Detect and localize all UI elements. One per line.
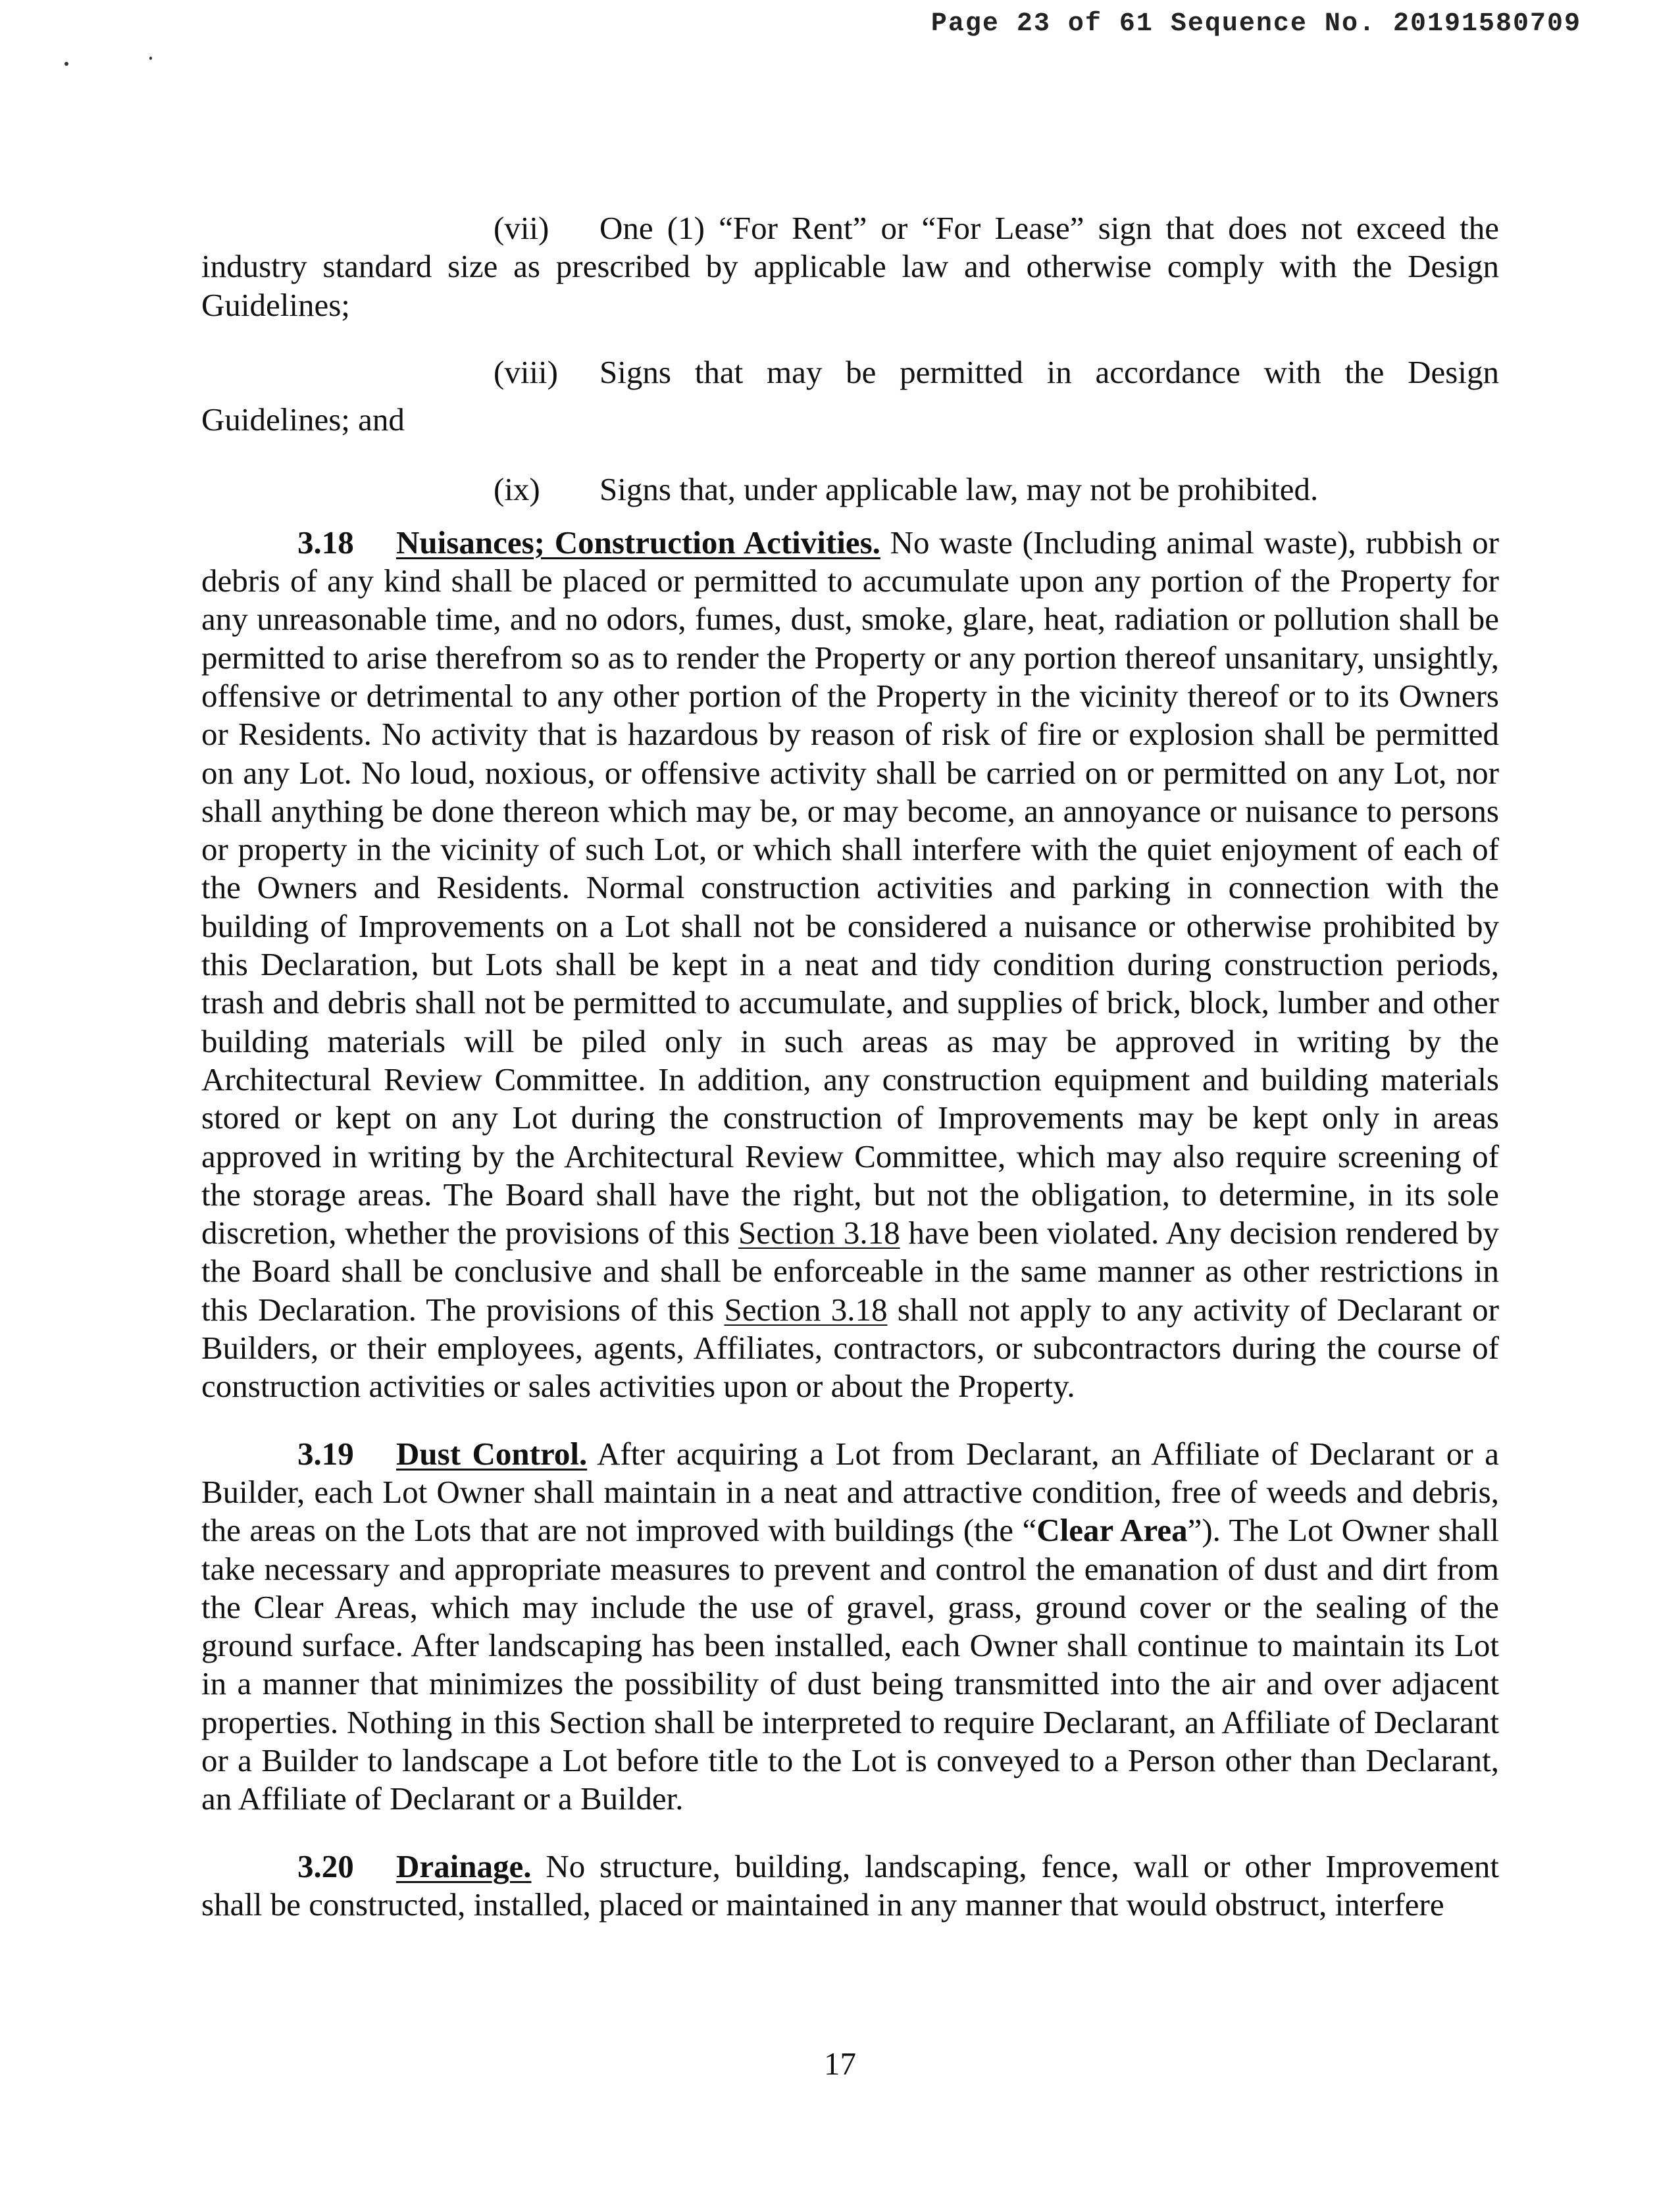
list-item-text: Signs that may be permitted in accordance with the Design xyxy=(599,353,1499,390)
list-item-ix xyxy=(201,470,1499,509)
section-3-18 xyxy=(201,524,1499,1406)
section-number: 3.20 xyxy=(297,1848,354,1884)
section-text: shall not apply to any activity of Declarant or Builders, or their employees, agents, Affiliates, contractors, or subcontractors during the course of construction activities or sales activities upon or about the Property. xyxy=(201,1291,1499,1405)
section-text: No waste (Including animal waste), rubbish or debris of any kind shall be placed or permitted to accumulate upon any portion of the Property for any unreasonable time, and no odors, fumes, dust, smoke, glare, heat, radiation or pollution shall be permitted to arise therefrom so as to render the Property or any portion thereof unsanitary, unsightly, offensive or detrimental to any other portion of the Property in the vicinity thereof or to its Owners or Residents. No activity that is hazardous by reason of risk of fire or explosion shall be permitted on any Lot. No loud, noxious, or offensive activity shall be carried on or permitted on any Lot, nor shall anything be done thereon which may be, or may become, an annoyance or nuisance to persons or property in the vicinity of such Lot, or which shall interfere with the quiet enjoyment of each of the Owners and Residents. Normal construction activities and parking in connection with the building of Improvements on a Lot shall not be considered a nuisance or otherwise prohibited by this Declaration, but Lots shall be kept in a neat and tidy condition during construction periods, trash and debris shall not be permitted to accumulate, and supplies of brick, block, lumber and other building materials will be piled only in such areas as may be approved in writing by the Architectural Review Committee. In addition, any construction equipment and building materials stored or kept on any Lot during the construction of Improvements may be kept only in areas approved in writing by the Architectural Review Committee, which may also require screening of the storage areas. The Board shall have the right, but not the obligation, to determine, in its sole discretion, whether the provisions of this xyxy=(201,524,1499,1251)
section-text: ”). The Lot Owner shall take necessary and appropriate measures to prevent and control the emanation of dust and dirt from the Clear Areas, which may include the use of gravel, grass, ground cover or the sealing of the ground surface. After landscaping has been installed, each Owner shall continue to maintain its Lot in a manner that minimizes the possibility of dust being transmitted into the air and over adjacent properties. Nothing in this Section shall be interpreted to require Declarant, an Affiliate of Declarant or a Builder to landscape a Lot before title to the Lot is conveyed to a Person other than Declarant, an Affiliate of Declarant or a Builder. xyxy=(201,1512,1499,1817)
list-item-number: (ix) xyxy=(494,471,540,508)
scan-speck xyxy=(149,57,152,60)
list-item-text-continued: industry standard size as prescribed by applicable law and otherwise comply with the Design Guidelines; xyxy=(201,248,1499,323)
page-sequence-header: Page 23 of 61 Sequence No. 20191580709 xyxy=(930,9,1581,39)
section-3-19 xyxy=(201,1435,1499,1819)
defined-term: Clear Area xyxy=(1036,1512,1188,1549)
document-body xyxy=(201,209,1499,1924)
list-item-text: One (1) “For Rent” or “For Lease” sign that does not exceed the xyxy=(599,210,1499,246)
section-reference: Section 3.18 xyxy=(724,1291,888,1328)
section-title: Drainage. xyxy=(396,1848,532,1884)
section-number: 3.19 xyxy=(297,1435,354,1472)
section-reference: Section 3.18 xyxy=(738,1215,900,1251)
list-item-text-continued: Guidelines; and xyxy=(201,401,405,438)
section-3-20 xyxy=(201,1848,1499,1925)
scan-speck xyxy=(64,62,68,66)
list-item-number: (viii) xyxy=(494,353,558,390)
list-item-number: (vii) xyxy=(494,210,549,246)
section-text: No structure, building, landscaping, fence, wall or other Improvement shall be constructed, installed, placed or maintained in any manner that would obstruct, interfere xyxy=(201,1848,1499,1923)
section-number: 3.18 xyxy=(297,524,354,561)
list-item-viii xyxy=(201,353,1499,440)
section-title: Nuisances; Construction Activities. xyxy=(396,524,880,561)
list-item-text: Signs that, under applicable law, may not be prohibited. xyxy=(599,471,1319,508)
section-text: have been violated. Any decision rendered by the Board shall be conclusive and shall be enforceable in the same manner as other restrictions in this Declaration. The provisions of this xyxy=(201,1215,1499,1328)
section-text: After acquiring a Lot from Declarant, an Affiliate of Declarant or a Builder, each Lot Owner shall maintain in a neat and attractive condition, free of weeds and debris, the areas on the Lots that are not improved with buildings (the “ xyxy=(201,1435,1499,1549)
list-item-vii xyxy=(201,209,1499,324)
page-number: 17 xyxy=(824,2046,856,2082)
section-title: Dust Control. xyxy=(396,1435,588,1472)
